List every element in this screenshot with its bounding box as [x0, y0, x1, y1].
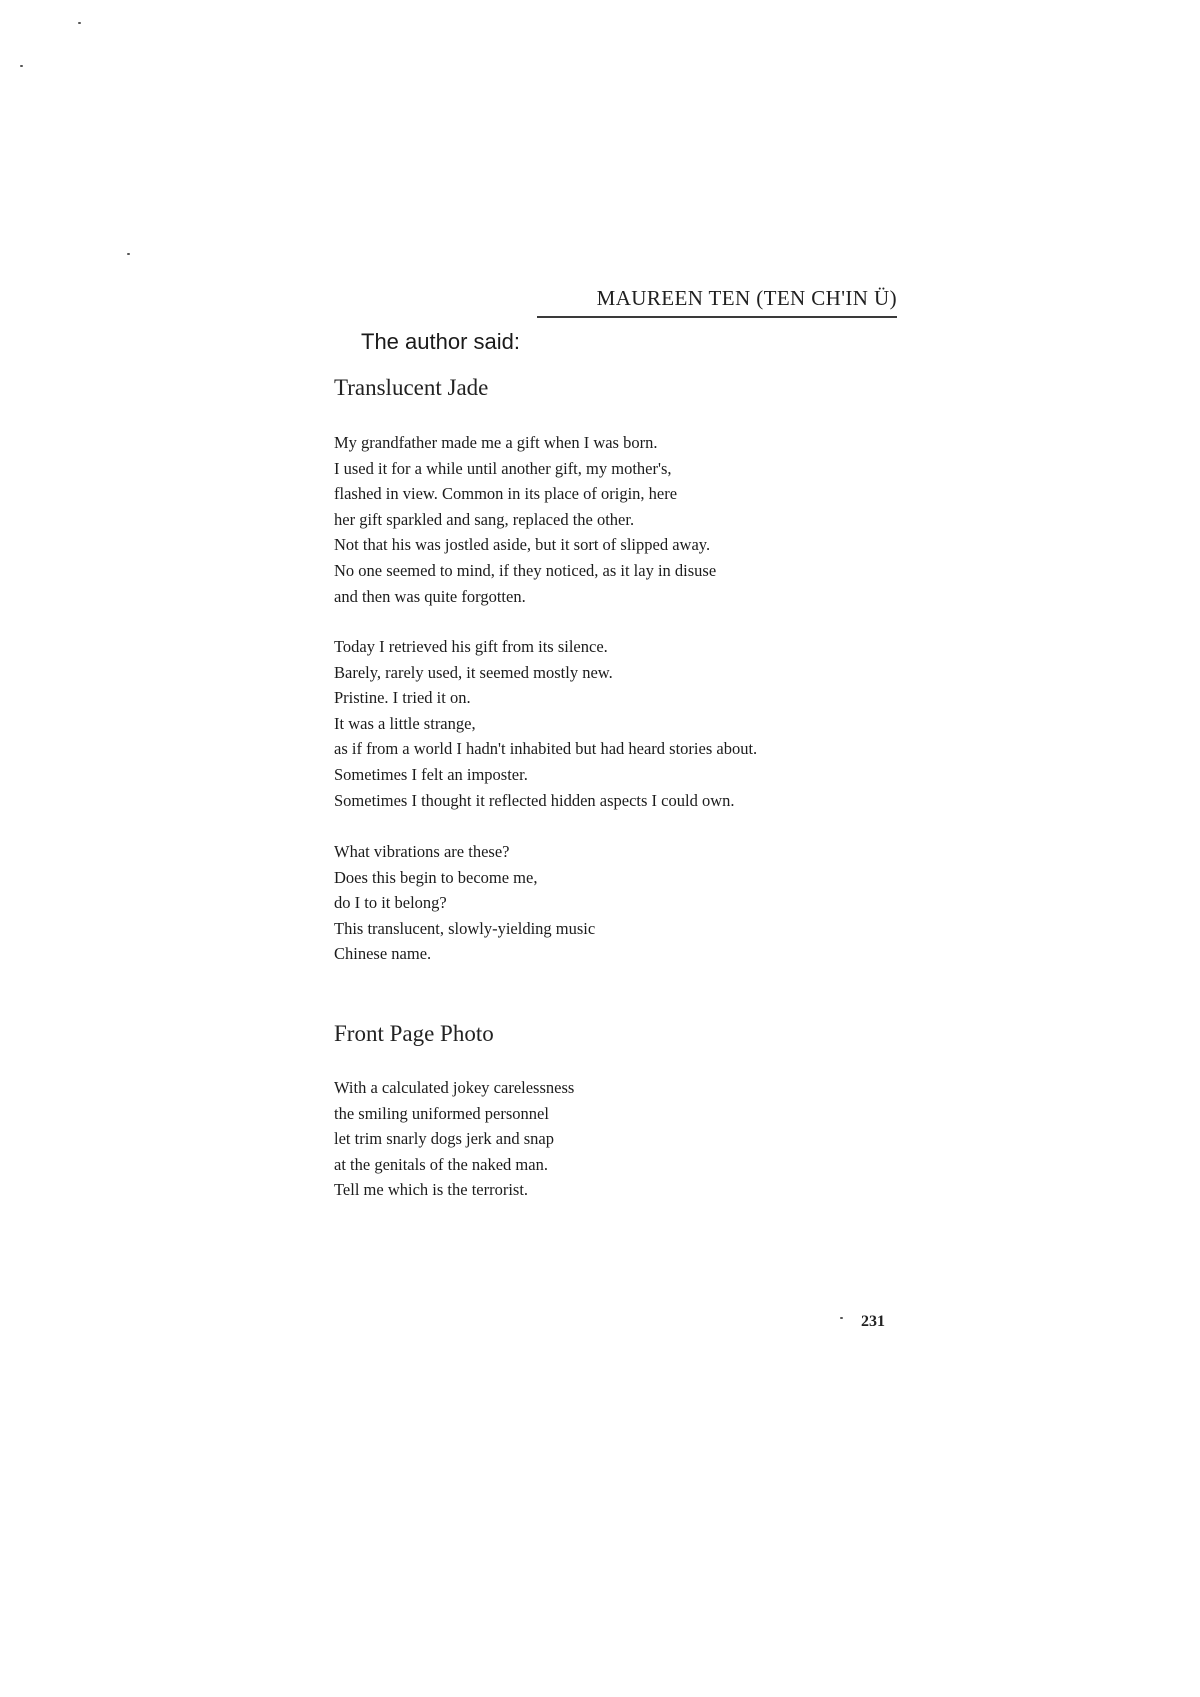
poem-title: Translucent Jade: [334, 375, 489, 400]
poem-stanza: [334, 634, 757, 813]
scan-speck: [127, 253, 130, 255]
poem-line: do I to it belong?: [334, 893, 447, 913]
poem-line: I used it for a while until another gift, my mother's,: [334, 458, 672, 478]
poem-line: It was a little strange,: [334, 713, 476, 733]
author-intro: The author said:: [361, 329, 520, 354]
poem-line: Not that his was jostled aside, but it sort of slipped away.: [334, 535, 711, 555]
running-head-rule: [537, 316, 897, 318]
poem-line: Does this begin to become me,: [334, 867, 538, 887]
poem-line: With a calculated jokey carelessness: [334, 1078, 575, 1097]
running-head: MAUREEN TEN (TEN CH'IN Ü): [596, 286, 897, 310]
poem-line: No one seemed to mind, if they noticed, as it lay in disuse: [334, 560, 717, 580]
poem-line: and then was quite forgotten.: [334, 586, 526, 606]
poem-line: flashed in view. Common in its place of origin, here: [334, 484, 678, 504]
scan-speck: [840, 1317, 843, 1319]
scan-speck: [20, 65, 23, 67]
poem-title: Front Page Photo: [334, 1021, 494, 1046]
poem-line: the smiling uniformed personnel: [334, 1103, 549, 1123]
poem-stanza: [334, 839, 595, 967]
poem-line: Sometimes I thought it reflected hidden aspects I could own.: [334, 790, 735, 810]
poem-line: This translucent, slowly-yielding music: [334, 918, 596, 938]
poem-line: Pristine. I tried it on.: [334, 688, 471, 708]
scan-speck: [78, 22, 81, 24]
page-number: 231: [861, 1313, 885, 1330]
poem-line: Sometimes I felt an imposter.: [334, 764, 528, 784]
poem-line: Today I retrieved his gift from its silence.: [334, 637, 608, 656]
poem-line: What vibrations are these?: [334, 842, 510, 861]
poem-stanza: [334, 430, 716, 609]
poem-line: Tell me which is the terrorist.: [334, 1180, 529, 1200]
poem-line: her gift sparkled and sang, replaced the other.: [334, 509, 635, 529]
poem-line: Chinese name.: [334, 944, 432, 964]
poem-stanza: [334, 1075, 574, 1203]
poem-line: let trim snarly dogs jerk and snap: [334, 1129, 554, 1149]
poem-line: as if from a world I hadn't inhabited but had heard stories about.: [334, 739, 758, 759]
poem-line: at the genitals of the naked man.: [334, 1154, 548, 1174]
poem-line: Barely, rarely used, it seemed mostly new.: [334, 662, 613, 682]
poem-line: My grandfather made me a gift when I was born.: [334, 433, 658, 452]
